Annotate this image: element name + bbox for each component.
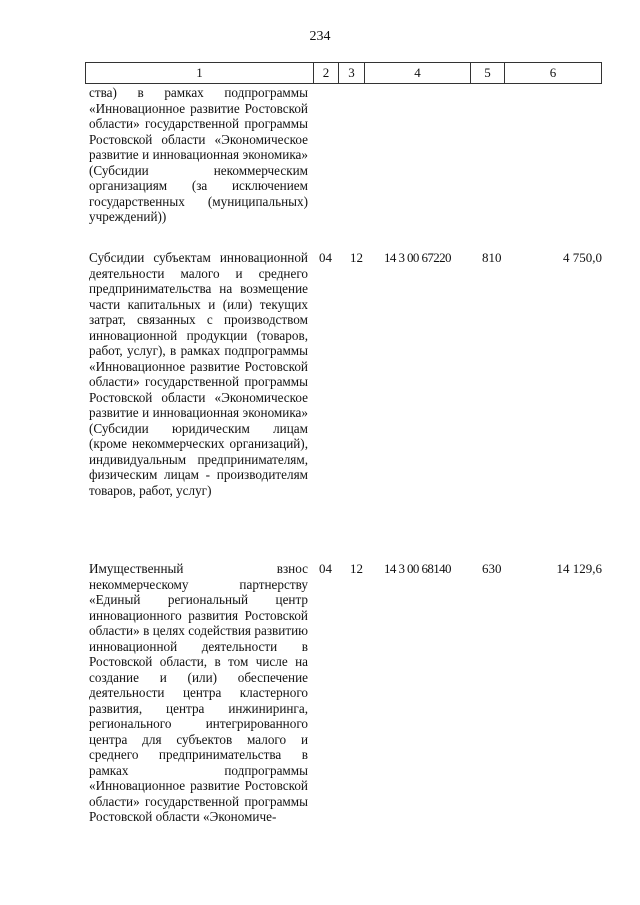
header-col-3: 3	[339, 63, 365, 83]
table-row	[89, 85, 602, 246]
subsection-code: 12	[350, 561, 363, 576]
header-col-4: 4	[365, 63, 471, 83]
subsection-code: 12	[350, 250, 363, 265]
header-col-6: 6	[549, 65, 557, 80]
row-description: Имущественный взнос некоммерческому партнерству «Единый региональный центр инновационного развития Ростовской области» в целях содействия развитию инновационной деятельности в Ростовской области, в том числе на создание и (или) обеспечение деятельности центра кластерного развития, центра инжиниринга, регионального интегрированного центра для субъектов малого и среднего предпринимательства в рамках подпрограммы «Инновационное развитие Ростовской области» государственной программы Ростовской области «Экономиче-	[89, 561, 308, 824]
section-code: 04	[319, 561, 332, 576]
amount: 4 750,0	[563, 250, 602, 265]
amount: 14 129,6	[556, 561, 602, 576]
expense-type-code: 810	[482, 250, 502, 265]
header-col-5: 5	[471, 63, 505, 83]
expense-type-code: 630	[482, 561, 502, 576]
target-article-code: 14 3 00 67220	[384, 250, 451, 265]
row-description: Субсидии субъектам инновационной деятельности малого и среднего предпринимательства на возмещение части капитальных и (или) текущих затрат, связанных с производством инновационной продукции (товаров, работ, услуг), в рамках подпрограммы «Инновационное развитие Ростовской области» государственной программы Ростовской области «Экономическое развитие и инновационная экономика» (Субсидии юридическим лицам (кроме некоммерческих организаций), индивидуальным предпринимателям, физическим лицам - производителям товаров, работ, услуг)	[89, 250, 308, 498]
table-row	[89, 250, 602, 556]
target-article-code: 14 3 00 68140	[384, 561, 451, 576]
table-body	[89, 85, 602, 825]
section-code: 04	[319, 250, 332, 265]
table-header	[85, 62, 602, 84]
page-number: 234	[309, 29, 331, 44]
header-col-2: 2	[314, 63, 339, 83]
row-description: ства) в рамках подпрограммы «Инновационное развитие Ростовской области» государственной программы Ростовской области «Экономическое развитие и инновационная экономика» (Субсидии некоммерческим организациям (за исключением государственных (муниципальных) учреждений))	[89, 85, 308, 224]
header-col-1: 1	[86, 63, 314, 83]
table-row	[89, 561, 602, 825]
